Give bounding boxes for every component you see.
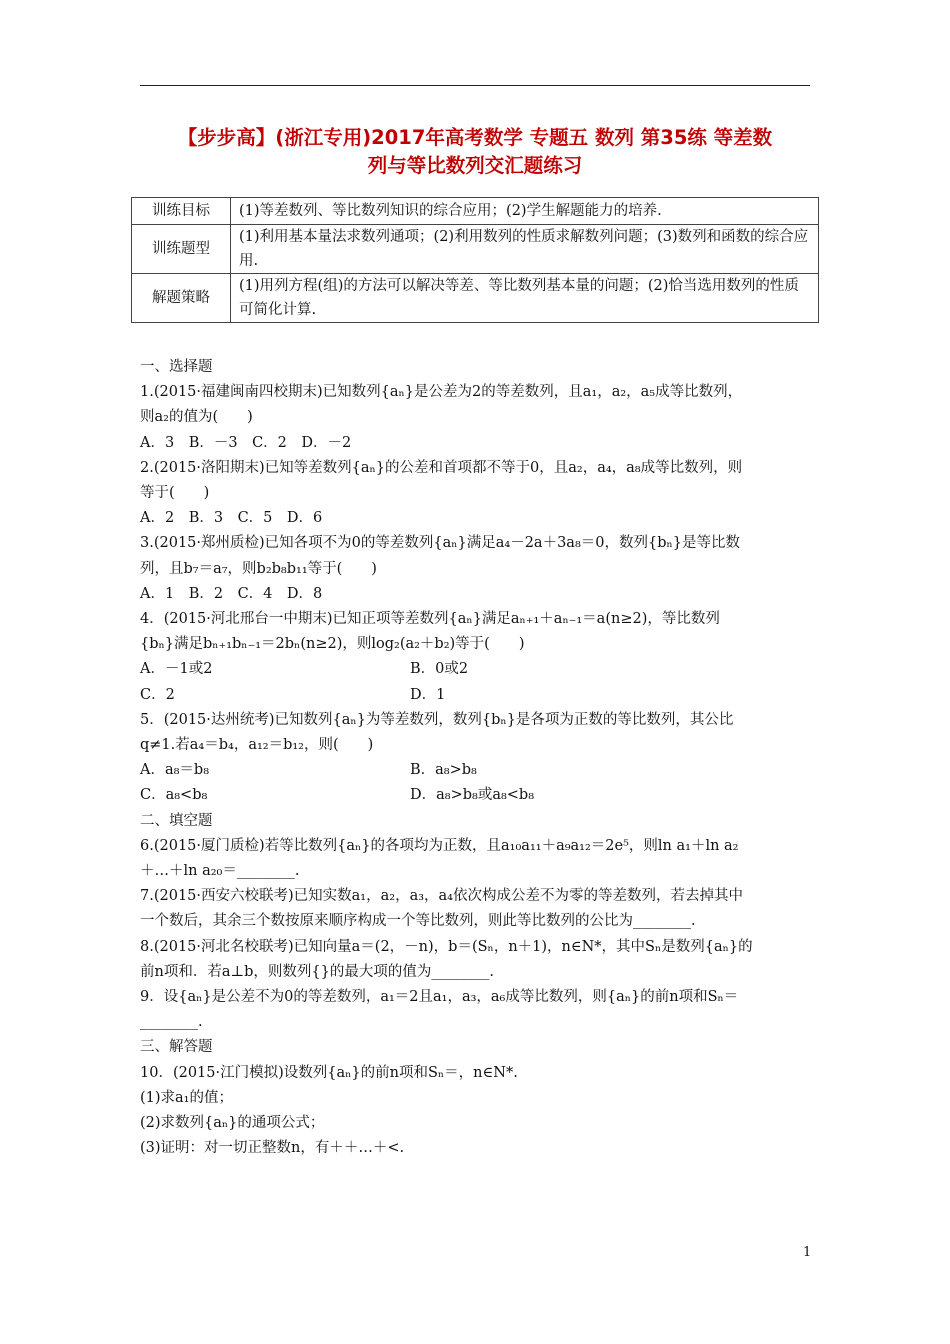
table-row — [132, 274, 819, 323]
title-line-1: 【步步高】(浙江专用)2017年高考数学 专题五 数列 第35练 等差数 — [177, 126, 773, 149]
option-a: A．－1或2 — [140, 661, 213, 678]
row-label: 训练目标 — [132, 198, 231, 225]
question-5-options-row-1 — [140, 758, 812, 783]
row-value: (1)等差数列、等比数列知识的综合应用；(2)学生解题能力的培养. — [231, 198, 819, 225]
option-b: B．0或2 — [410, 661, 469, 678]
question-8-line-1: 8.(2015·河北名校联考)已知向量a＝(2，－n)，b＝(Sₙ，n＋1)，n∈N*，其中Sₙ是数列{aₙ}的 — [140, 938, 753, 955]
section-heading-fill: 二、填空题 — [140, 812, 213, 829]
document-title — [120, 124, 830, 180]
question-3-line-1: 3.(2015·郑州质检)已知各项不为0的等差数列{aₙ}满足a₄－2a＋3a₈＝0，数列{bₙ}是等比数 — [140, 535, 740, 552]
question-10-part-2: (2)求数列{aₙ}的通项公式； — [140, 1115, 325, 1132]
section-heading-solve: 三、解答题 — [140, 1039, 213, 1056]
question-3-options: A．1 B．2 C．4 D．8 — [140, 585, 323, 602]
question-4-line-2: {bₙ}满足bₙ₊₁bₙ₋₁＝2bₙ(n≥2)，则log₂(a₂＋b₂)等于( ) — [140, 636, 525, 653]
option-b: B．a₈>b₈ — [410, 762, 477, 779]
page-number: 1 — [803, 1245, 812, 1260]
title-line-2: 列与等比数列交汇题练习 — [367, 154, 583, 177]
question-2-line-1: 2.(2015·洛阳期末)已知等差数列{aₙ}的公差和首项都不等于0，且a₂，a₄，a₈成等比数列，则 — [140, 459, 743, 476]
question-3-line-2: 列，且b₇＝a₇，则b₂b₈b₁₁等于( ) — [140, 560, 377, 577]
question-9-line-1: 9．设{aₙ}是公差不为0的等差数列，a₁＝2且a₁，a₃，a₆成等比数列，则{aₙ}的前n项和Sₙ＝ — [140, 989, 739, 1006]
question-5-line-2: q≠1.若a₄＝b₄，a₁₂＝b₁₂，则( ) — [140, 737, 374, 754]
row-value: (1)用列方程(组)的方法可以解决等差、等比数列基本量的问题；(2)恰当选用数列的性质可简化计算. — [231, 274, 819, 323]
question-content — [140, 355, 812, 1162]
question-9-line-2: ________. — [140, 1014, 203, 1031]
question-1-line-2: 则a₂的值为( ) — [140, 409, 253, 426]
question-1-options: A．3 B．－3 C．2 D．－2 — [140, 434, 352, 451]
option-a: A．a₈＝b₈ — [140, 762, 210, 779]
row-value: (1)利用基本量法求数列通项；(2)利用数列的性质求解数列问题；(3)数列和函数的综合应用. — [231, 225, 819, 274]
question-10-part-1: (1)求a₁的值； — [140, 1089, 233, 1106]
question-7-line-2: 一个数后，其余三个数按原来顺序构成一个等比数列，则此等比数列的公比为________. — [140, 913, 696, 930]
option-d: D．a₈>b₈或a₈<b₈ — [410, 787, 535, 804]
question-1-line-1: 1.(2015·福建闽南四校期末)已知数列{aₙ}是公差为2的等差数列，且a₁，a₂，a₅成等比数列， — [140, 384, 743, 401]
table-row — [132, 198, 819, 225]
question-2-line-2: 等于( ) — [140, 485, 210, 502]
question-7-line-1: 7.(2015·西安六校联考)已知实数a₁，a₂，a₃，a₄依次构成公差不为零的等差数列，若去掉其中 — [140, 888, 743, 905]
question-5-options-row-2 — [140, 783, 812, 808]
question-10-line-1: 10．(2015·江门模拟)设数列{aₙ}的前n项和Sₙ＝，n∈N*. — [140, 1064, 518, 1081]
training-info-table — [131, 197, 819, 323]
option-c: C．2 — [140, 686, 175, 703]
question-10-part-3: (3)证明：对一切正整数n，有＋＋…＋<. — [140, 1140, 405, 1157]
question-2-options: A．2 B．3 C．5 D．6 — [140, 510, 323, 527]
option-d: D．1 — [410, 686, 446, 703]
question-4-options-row-1 — [140, 657, 812, 682]
row-label: 训练题型 — [132, 225, 231, 274]
question-4-options-row-2 — [140, 683, 812, 708]
question-6-line-2: ＋…＋ln a₂₀＝________. — [140, 863, 300, 880]
header-rule — [140, 85, 810, 86]
question-4-line-1: 4．(2015·河北邢台一中期末)已知正项等差数列{aₙ}满足aₙ₊₁＋aₙ₋₁＝a(n≥2)，等比数列 — [140, 611, 720, 628]
question-6-line-1: 6.(2015·厦门质检)若等比数列{aₙ}的各项均为正数，且a₁₀a₁₁＋a₉a₁₂＝2e⁵，则ln a₁＋ln a₂ — [140, 837, 739, 854]
question-5-line-1: 5．(2015·达州统考)已知数列{aₙ}为等差数列，数列{bₙ}是各项为正数的等比数列，其公比 — [140, 711, 734, 728]
table-row — [132, 225, 819, 274]
section-heading-choice: 一、选择题 — [140, 359, 213, 375]
question-8-line-2: 前n项和．若a⊥b，则数列{}的最大项的值为________. — [140, 963, 494, 980]
row-label: 解题策略 — [132, 274, 231, 323]
option-c: C．a₈<b₈ — [140, 787, 208, 804]
